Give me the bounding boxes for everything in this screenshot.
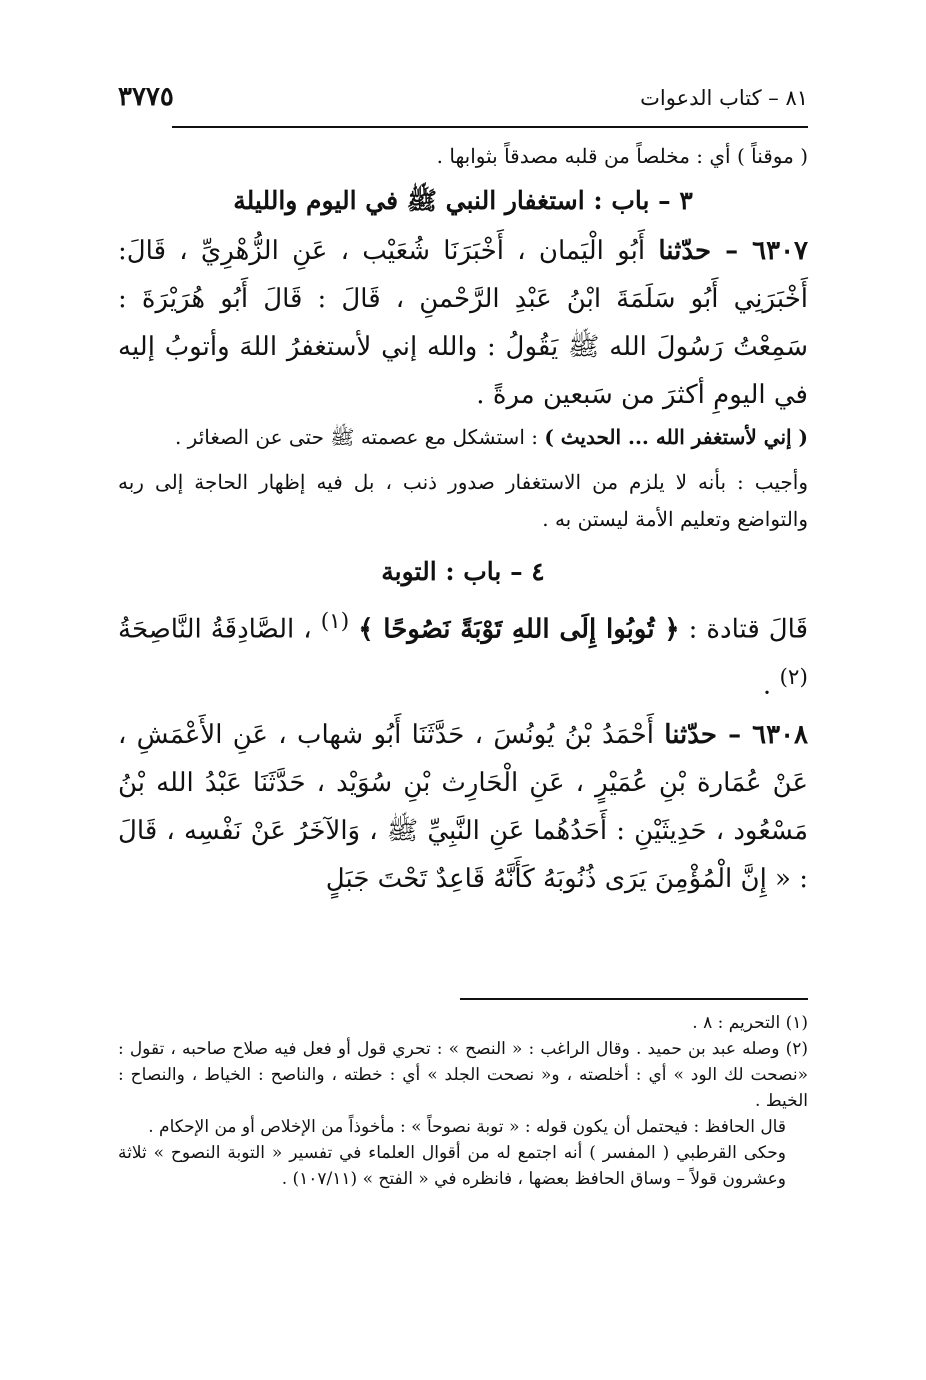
hadith-text: أَحْمَدُ بْنُ يُونُسَ ، حَدَّثَنَا أَبُو شهاب ، عَنِ الأَعْمَشِ ، عَنْ عُمَارة بْنِ عُمَيْرٍ ، عَنِ الْحَارِث بْنِ سُوَيْد ، حَدَّثَنَا عَبْدُ الله بْنُ مَسْعُود ، حَدِيثَيْنِ : أَحَدُهُما عَنِ النَّبِيِّ ﷺ ، وَالآخَرُ عَنْ نَفْسِه ، قَالَ : « إِنَّ الْمُؤْمِنَ يَرَى ذُنُوبَهُ كَأَنَّهُ قَاعِدٌ تَحْتَ جَبَلٍ — [118, 720, 808, 895]
footnote-ref-2[interactable]: (٢) — [779, 664, 808, 690]
footnote-1: (١) التحريم : ٨ . — [692, 1013, 808, 1033]
hadith-number: ٦٣٠٧ – حدّثنا — [658, 236, 808, 266]
spacer — [118, 456, 808, 464]
note-lemma: ( إني لأستغفر الله ... الحديث ) — [544, 425, 808, 449]
footnote-2-hafiz: قال الحافظ : فيحتمل أن يكون قوله : « توبة نصوحاً » : مأخوذاً من الإخلاص أو من الإحكام . — [148, 1117, 786, 1137]
header-rule — [172, 126, 808, 128]
note-text: : استشكل مع عصمته ﷺ حتى عن الصغائر . — [174, 425, 538, 449]
main-text — [118, 138, 808, 903]
quote-intro: قَالَ قتادة : — [688, 614, 809, 645]
footnote-rule — [460, 998, 808, 1000]
page-header — [118, 82, 808, 122]
quote-end: . — [762, 670, 772, 701]
hadith-number: ٦٣٠٨ – حدّثنا — [664, 720, 809, 751]
page-number: ٣٧٧٥ — [118, 82, 174, 112]
hadith-6307 — [118, 227, 808, 419]
hadith-text: أَبُو الْيَمان ، أَخْبَرَنَا شُعَيْب ، عَنِ الزُّهْرِيِّ ، قَالَ: أَخْبَرَنِي أَبُو سَلَمَةَ ابْنُ عَبْدِ الرَّحْمنِ ، قَالَ : قَالَ أَبُو هُرَيْرَةَ : سَمِعْتُ رَسُولَ الله ﷺ يَقُولُ : والله إني لأستغفرُ اللهَ وأتوبُ إليه في اليومِ أكثرَ من سَبعين مرةً . — [118, 236, 808, 410]
note-istighfar — [118, 419, 808, 456]
footnote-ref-1[interactable]: (١) — [320, 609, 350, 634]
footnotes — [118, 1010, 808, 1192]
qatada-quote — [118, 598, 808, 709]
footnote-2-qurtubi: وحكى القرطبي ( المفسر ) أنه اجتمع له من أقوال العلماء في تفسير « التوبة النصوح » ثلاثة وعشرون قولاً – وساق الحافظ بعضها ، فانظره في « الفتح » (١٠٧/١١) . — [118, 1143, 786, 1189]
quote-rest: ، الصَّادِقَةُ النَّاصِحَةُ — [118, 614, 312, 645]
note-mooqinan: ( موقناً ) أي : مخلصاً من قلبه مصدقاً بثوابها . — [436, 144, 808, 168]
note-ujib: وأجيب : بأنه لا يلزم من الاستغفار صدور ذنب ، بل فيه إظهار الحاجة إلى ربه والتواضع وتعليم الأمة ليستن به . — [118, 470, 808, 531]
chapter-heading-3: ٣ – باب : استغفار النبي ﷺ في اليوم والليلة — [233, 186, 693, 215]
spacer — [118, 538, 808, 546]
quran-ayah: ﴿ تُوبُوا إِلَى اللهِ تَوْبَةً نَصُوحًا ﴾ — [358, 614, 680, 645]
chapter-title: ٨١ – كتاب الدعوات — [640, 86, 808, 110]
hadith-6308 — [118, 711, 808, 903]
footnote-2: (٢) وصله عبد بن حميد . وقال الراغب : « النصح » : تحري قول أو فعل فيه صلاح صاحبه ، تقول : «نصحت لك الود » أي : أخلصته ، و« نصحت الجلد » أي : خطته ، والناصح : الخياط ، والنصاح : الخيط . — [118, 1039, 808, 1111]
chapter-heading-4: ٤ – باب : التوبة — [381, 557, 545, 586]
